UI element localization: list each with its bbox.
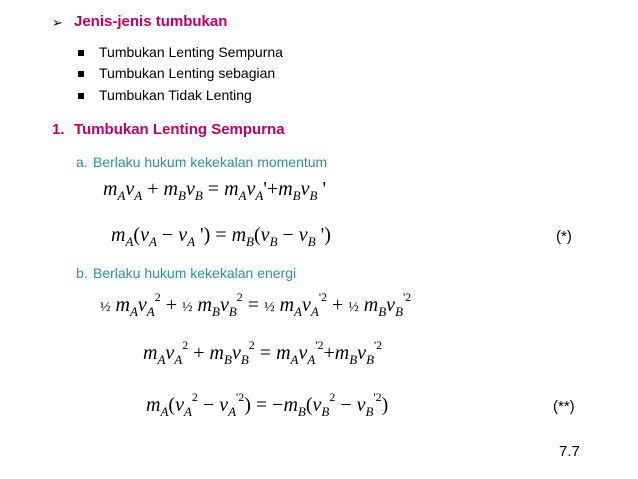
equation-energy-rearranged: $m_A(v_A^2 - v_A^{'2}) = -m_B(v_B^2 - v_B^{'2})$ (146, 390, 389, 419)
equation-momentum-rearranged: $m_A(v_A - v_A$ ') = $m_B(v_B - v_B$ ') (111, 224, 331, 249)
arrow-bullet-icon: ➢ (52, 15, 63, 30)
equation-tag-double-star: (**) (553, 398, 575, 415)
part-title: Tumbukan Lenting Sempurna (74, 121, 285, 138)
subpoint-a-label: a. (76, 154, 88, 170)
equation-momentum: $m_Av_A + m_Bv_B = m_Av_A'+m_Bv_B$ ' (103, 178, 327, 203)
square-bullet-icon (78, 93, 84, 99)
page-number: 7.7 (559, 443, 580, 460)
square-bullet-icon (78, 50, 84, 56)
subpoint-a-text: Berlaku hukum kekekalan momentum (93, 154, 328, 170)
square-bullet-icon (78, 71, 84, 77)
equation-energy: ½ $m_Av_A^2$ + ½ $m_Bv_B^2$ = ½ $m_Av_A^{'2}$ + ½ $m_Bv_B^{'2}$ (100, 290, 412, 319)
subpoint-b-text: Berlaku hukum kekekalan energi (93, 265, 297, 281)
part-number: 1. (52, 121, 65, 138)
equation-energy-simplified: $m_Av_A^2 + m_Bv_B^2 = m_Av_A^{'2}+m_Bv_B^{'2}$ (143, 338, 383, 367)
list-item: Tumbukan Lenting Sempurna (99, 44, 283, 60)
list-item: Tumbukan Tidak Lenting (99, 87, 252, 103)
section-heading: Jenis-jenis tumbukan (74, 13, 228, 30)
subpoint-b-label: b. (76, 265, 88, 281)
list-item: Tumbukan Lenting sebagian (99, 65, 276, 81)
equation-tag-star: (*) (556, 228, 572, 245)
